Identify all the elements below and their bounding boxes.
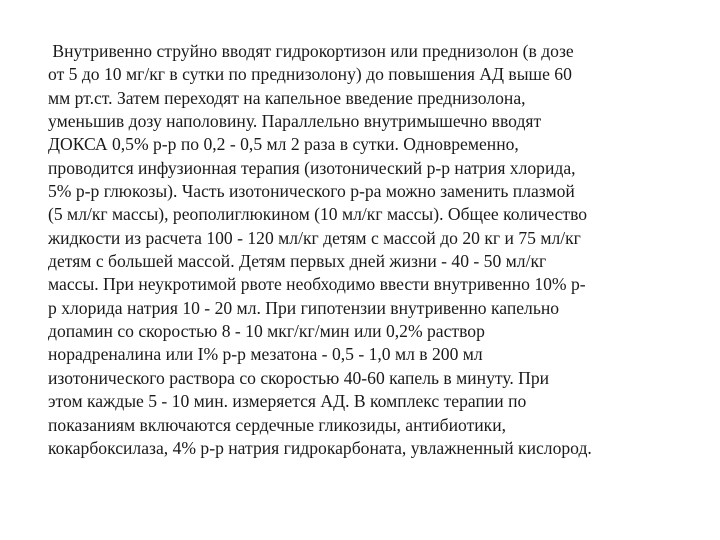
text-line: показаниям включаются сердечные гликозиды, антибиотики, bbox=[48, 414, 507, 435]
text-line: норадреналина или I% р-р мезатона - 0,5 - 1,0 мл в 200 мл bbox=[48, 344, 483, 365]
text-line: проводится инфузионная терапия (изотонический р-р натрия хлорида, bbox=[48, 157, 576, 178]
treatment-paragraph bbox=[48, 40, 708, 460]
text-line: этом каждые 5 - 10 мин. измеряется АД. В комплекс терапии по bbox=[48, 391, 527, 412]
text-line: ДОКСА 0,5% р-р по 0,2 - 0,5 мл 2 раза в сутки. Одновременно, bbox=[48, 134, 519, 155]
text-line: детям с большей массой. Детям первых дней жизни - 40 - 50 мл/кг bbox=[48, 251, 547, 272]
text-line: уменьшив дозу наполовину. Параллельно внутримышечно вводят bbox=[48, 111, 542, 132]
text-line: допамин со скоростью 8 - 10 мкг/кг/мин или 0,2% раствор bbox=[48, 321, 485, 342]
text-line: (5 мл/кг массы), реополиглюкином (10 мл/кг массы). Общее количество bbox=[48, 204, 588, 225]
text-line: от 5 до 10 мг/кг в сутки по преднизолону) до повышения АД выше 60 bbox=[48, 64, 572, 85]
text-line: 5% р-р глюкозы). Часть изотонического р-ра можно заменить плазмой bbox=[48, 181, 575, 202]
text-line: мм рт.ст. Затем переходят на капельное введение преднизолона, bbox=[48, 87, 526, 108]
text-line: изотонического раствора со скоростью 40-60 капель в минуту. При bbox=[48, 367, 550, 388]
text-line: р хлорида натрия 10 - 20 мл. При гипотензии внутривенно капельно bbox=[48, 297, 560, 318]
text-line: массы. При неукротимой рвоте необходимо ввести внутривенно 10% р- bbox=[48, 274, 586, 295]
text-line: кокарбоксилаза, 4% р-р натрия гидрокарбоната, увлажненный кислород. bbox=[48, 437, 592, 458]
text-line: Внутривенно струйно вводят гидрокортизон или преднизолон (в дозе bbox=[48, 41, 574, 61]
text-line: жидкости из расчета 100 - 120 мл/кг детям с массой до 20 кг и 75 мл/кг bbox=[48, 227, 581, 248]
